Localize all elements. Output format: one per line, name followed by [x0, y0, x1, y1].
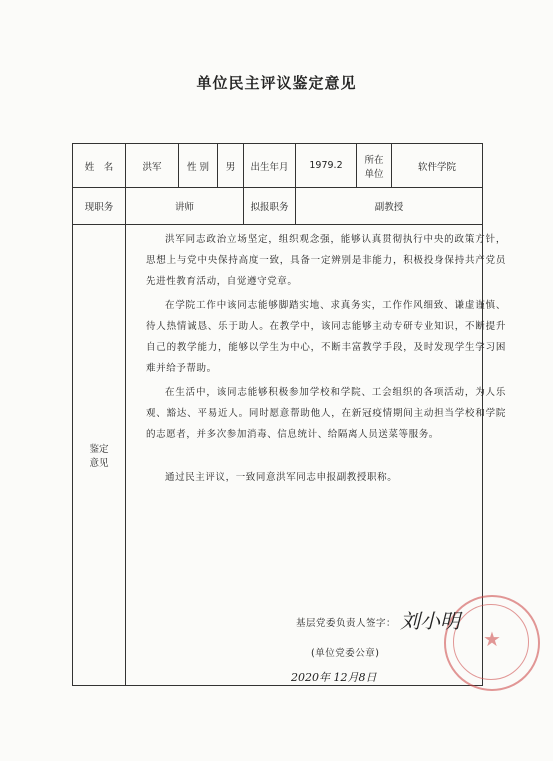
- unit-label-line-1: 所在: [364, 154, 384, 166]
- unit-label: [357, 144, 392, 188]
- appraisal-body: [126, 225, 506, 686]
- proposed-title-value: 副教授: [296, 188, 483, 225]
- appraisal-paragraph-3: 在生活中，该同志能够积极参加学校和学院、工会组织的各项活动，为人乐观、豁达、平易近人。同时愿意帮助他人，在新冠疫情期间主动担当学校和学院的志愿者，并多次参加消毒、信息统计、给隔离人员送菜等服务。: [146, 387, 506, 440]
- current-title-value: 讲师: [126, 188, 244, 225]
- current-title-label: 现职务: [73, 188, 126, 225]
- unit-value: 软件学院: [392, 144, 483, 188]
- document-title: 单位民主评议鉴定意见: [196, 74, 357, 92]
- handwritten-date: 2020年 12月8日: [291, 671, 377, 684]
- gender-value: 男: [218, 144, 244, 188]
- unit-label-line-2: 单位: [364, 168, 384, 180]
- appraisal-label-line-2: 意见: [89, 458, 109, 469]
- proposed-title-label: 拟报职务: [244, 188, 296, 225]
- appraisal-paragraph-1: 洪军同志政治立场坚定，组织观念强，能够认真贯彻执行中央的政策方针，思想上与党中央保持高度一致，具备一定辨别是非能力，积极投身保持共产党员先进性教育活动，自觉遵守党章。: [146, 234, 506, 287]
- seal-label: (单位党委公章): [311, 648, 380, 659]
- appraisal-paragraph-2: 在学院工作中该同志能够脚踏实地、求真务实，工作作风细致、谦虚谨慎、待人热情诚恳、乐于助人。在教学中，该同志能够主动专研专业知识，不断提升自己的教学能力，能够以学生为中心，不断丰富教学手段，及时发现学生学习困难并给予帮助。: [146, 300, 506, 374]
- gender-label: 性 别: [179, 144, 218, 188]
- appraisal-label-line-1: 鉴定: [89, 444, 109, 455]
- birth-value: 1979.2: [296, 144, 357, 188]
- appraisal-label: [73, 225, 126, 686]
- appraisal-paragraph-4: 通过民主评议，一致同意洪军同志申报副教授职称。: [165, 472, 398, 483]
- name-value: 洪军: [126, 144, 179, 188]
- handwritten-signature: 刘小明: [400, 609, 460, 633]
- name-label: 姓 名: [73, 144, 126, 188]
- seal-star-icon: ★: [483, 627, 501, 651]
- birth-label: 出生年月: [244, 144, 296, 188]
- appraisal-form-table: [72, 143, 506, 686]
- signature-label: 基层党委负责人签字：: [296, 618, 397, 629]
